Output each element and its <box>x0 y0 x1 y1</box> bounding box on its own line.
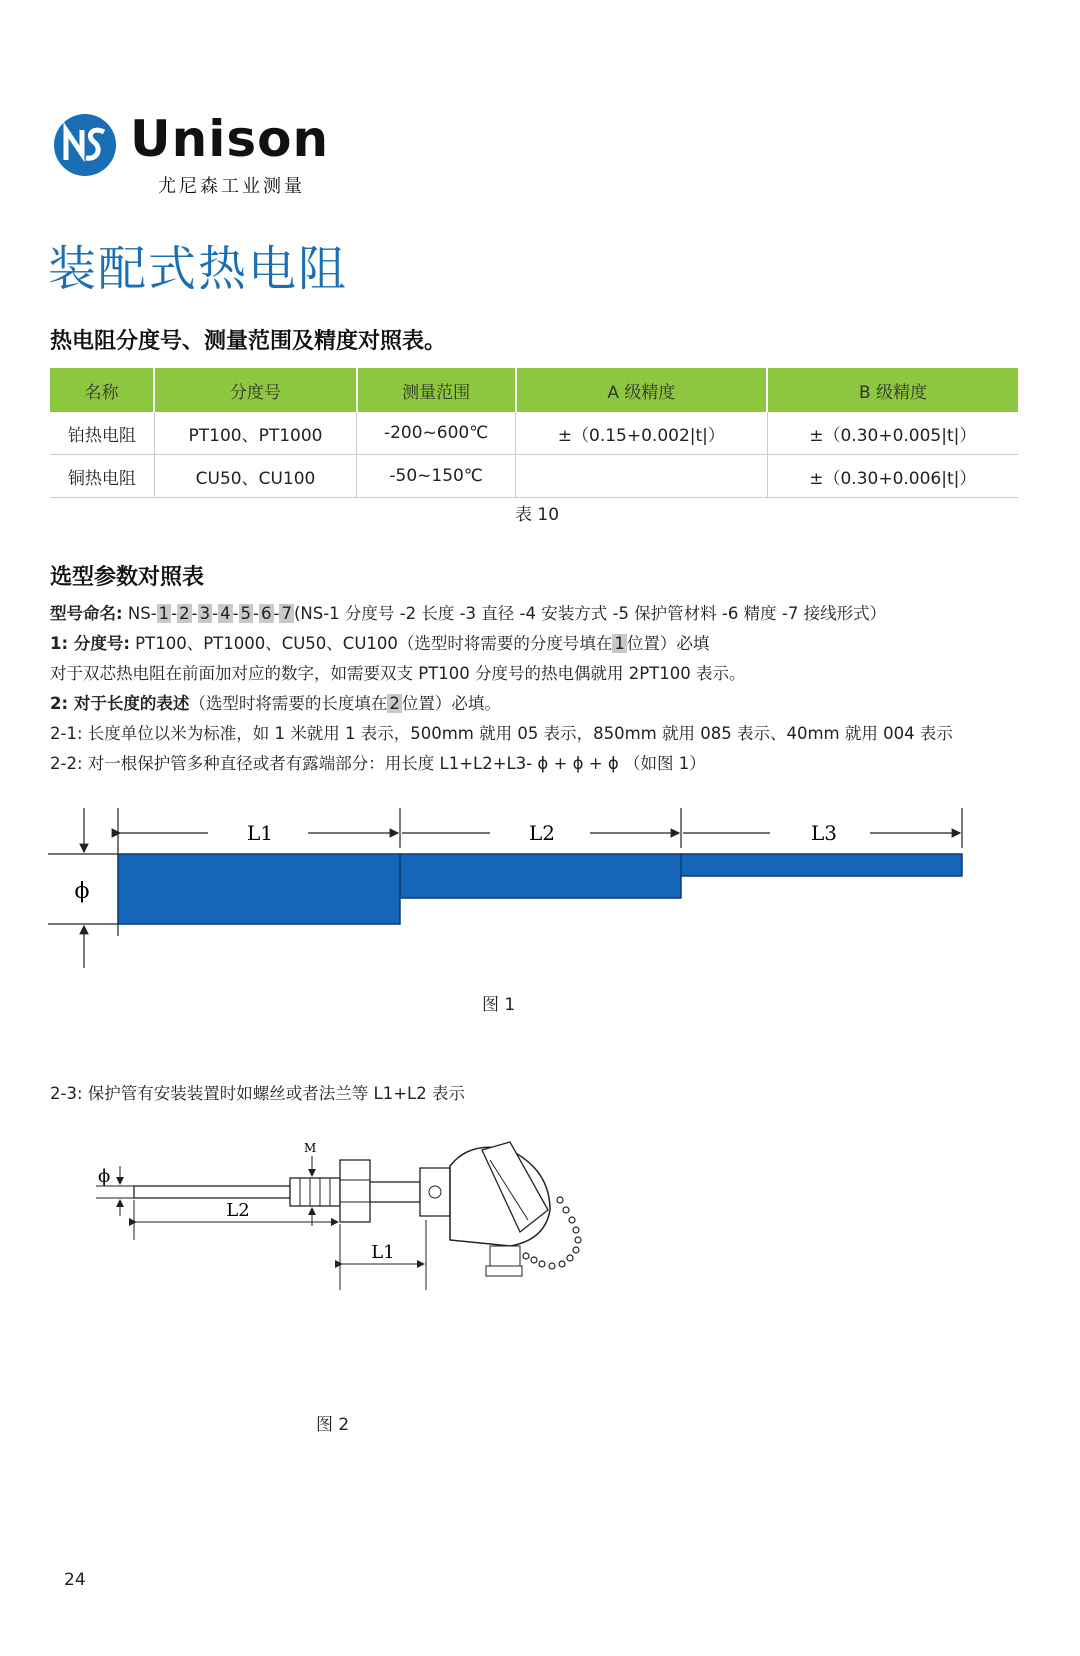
mounting-note: 2-3: 保护管有安装装置时如螺丝或者法兰等 L1+L2 表示 <box>50 1084 465 1103</box>
figure-1-diagram <box>48 808 1020 978</box>
model-prefix: NS <box>127 604 151 623</box>
length-text-end: 位置）必填。 <box>401 694 501 713</box>
length-slot: 2 <box>389 694 400 713</box>
figure-2-label: L2 <box>226 1200 250 1221</box>
graduation-slot: 1 <box>614 634 625 653</box>
length-line <box>50 690 501 714</box>
table-cell: -200~600℃ <box>357 412 516 455</box>
table-row <box>50 412 1018 455</box>
figure-2-caption: 图 2 <box>316 1415 350 1435</box>
figure-2-m: M <box>304 1141 317 1155</box>
page-title: 装配式热电阻 <box>48 241 349 297</box>
table-cell: PT100、PT1000 <box>154 412 357 455</box>
graduation-label: 1: 分度号: <box>50 634 130 653</box>
figure-2-phi: ϕ <box>98 1166 111 1187</box>
table-caption: 表 10 <box>515 505 560 525</box>
model-slot: 6 <box>261 604 272 623</box>
table-cell: ±（0.15+0.002|t|） <box>516 412 768 455</box>
figure-2-label: L1 <box>371 1242 395 1263</box>
model-naming-line: 型号命名: NS- 1 - 2 - 3 - 4 - 5 - 6 - 7 (NS-1 分度号 -2 长度 -3 直径 -4 安装方式 -5 保护管材料 -6 精度 -7 接线形式） <box>50 604 887 623</box>
table-cell: ±（0.30+0.005|t|） <box>767 412 1018 455</box>
figure-2-diagram <box>90 1141 650 1370</box>
table-header-cell: A 级精度 <box>516 368 768 412</box>
figure-1-label: L1 <box>246 821 274 845</box>
graduation-line <box>50 630 709 654</box>
spec-table <box>50 368 1018 498</box>
graduation-text: PT100、PT1000、CU50、CU100（选型时将需要的分度号填在 <box>135 634 613 653</box>
length-text: （选型时将需要的长度填在 <box>189 694 388 713</box>
table-header-cell: 名称 <box>50 368 154 412</box>
table-header-cell: B 级精度 <box>767 368 1018 412</box>
figure-1-phi: ϕ <box>74 879 90 904</box>
model-slot: 7 <box>281 604 292 623</box>
page-number: 24 <box>64 1570 86 1590</box>
brand-name: Unison <box>130 110 330 168</box>
table-header-row <box>50 368 1018 412</box>
logo-icon <box>52 112 118 178</box>
length-label: 2: 对于长度的表述 <box>50 694 190 713</box>
model-slot: 2 <box>179 604 190 623</box>
table-cell <box>516 455 768 498</box>
length-unit-note: 2-1: 长度单位以米为标准，如 1 米就用 1 表示，500mm 就用 05 表示，850mm 就用 085 表示、40mm 就用 004 表示 <box>50 724 953 743</box>
table-header-cell: 测量范围 <box>357 368 516 412</box>
table-cell: -50~150℃ <box>357 455 516 498</box>
figure-1-caption: 图 1 <box>482 995 516 1015</box>
table-cell: 铜热电阻 <box>50 455 154 498</box>
table-cell: 铂热电阻 <box>50 412 154 455</box>
table-cell: CU50、CU100 <box>154 455 357 498</box>
graduation-text-end: 位置）必填 <box>626 634 710 653</box>
figure-1-label: L2 <box>528 821 556 845</box>
model-slot: 1 <box>158 604 170 623</box>
multi-diameter-note: 2-2: 对一根保护管多种直径或者有露端部分：用长度 L1+L2+L3- ϕ + ϕ + ϕ （如图 1） <box>50 754 706 773</box>
model-description: (NS-1 分度号 -2 长度 -3 直径 -4 安装方式 -5 保护管材料 -6 精度 -7 接线形式） <box>293 604 887 623</box>
section-heading-selection: 选型参数对照表 <box>50 565 205 590</box>
model-label: 型号命名: <box>50 604 123 623</box>
double-core-note: 对于双芯热电阻在前面加对应的数字，如需要双支 PT100 分度号的热电偶就用 2PT100 表示。 <box>50 664 746 683</box>
model-slot: 4 <box>220 604 231 623</box>
figure-1-label: L3 <box>810 821 838 845</box>
table-header-cell: 分度号 <box>154 368 357 412</box>
table-cell: ±（0.30+0.006|t|） <box>767 455 1018 498</box>
model-slot: 5 <box>240 604 252 623</box>
brand-subtitle: 尤尼森工业测量 <box>158 176 305 197</box>
section-heading-table: 热电阻分度号、测量范围及精度对照表。 <box>50 329 447 354</box>
model-slot: 3 <box>199 604 211 623</box>
table-row <box>50 455 1018 498</box>
